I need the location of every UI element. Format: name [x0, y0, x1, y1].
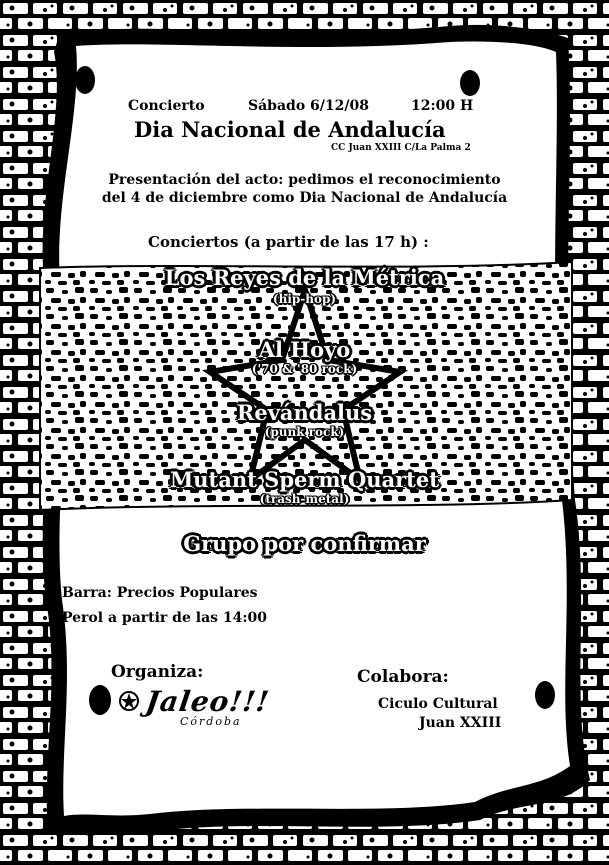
- band-genre: ('70 & '80 rock): [251, 362, 358, 376]
- jaleo-logo-subtitle: Córdoba: [180, 715, 242, 728]
- band-genre: (trash-metal): [259, 492, 350, 506]
- jaleo-logo: Jaleo!!!: [143, 685, 272, 718]
- nail-hole: [75, 66, 95, 94]
- band-name: Los Reyes de la Métrica: [164, 265, 445, 290]
- concert-label: Concierto: [128, 98, 205, 114]
- colabora-line-2: Juan XXIII: [419, 715, 502, 731]
- band-name: Revándalus: [236, 400, 373, 425]
- intro-line-1: Presentación del acto: pedimos el reconocimiento: [108, 172, 501, 188]
- tbc-label: Grupo por confirmar: [183, 531, 426, 556]
- event-date: Sábado 6/12/08: [248, 98, 369, 114]
- organiza-label: Organiza:: [111, 662, 204, 682]
- nail-hole: [89, 685, 111, 715]
- band-name: Al Hoyo: [258, 337, 351, 362]
- perol-info: Perol a partir de las 14:00: [62, 610, 268, 626]
- band-genre: (hip-hop): [272, 292, 337, 306]
- event-venue: CC Juan XXIII C/La Palma 2: [331, 143, 471, 153]
- barra-info: Barra: Precios Populares: [62, 585, 258, 601]
- concerts-heading: Conciertos (a partir de las 17 h) :: [148, 233, 429, 251]
- colabora-line-1: Ciculo Cultural: [378, 696, 498, 712]
- intro-line-2: del 4 de diciembre como Dia Nacional de Andalucía: [101, 190, 508, 206]
- nail-hole: [460, 70, 480, 96]
- colabora-label: Colabora:: [357, 667, 449, 687]
- band-genre: (punk rock): [264, 425, 345, 439]
- nail-hole: [535, 681, 555, 709]
- gear-star-icon: [118, 690, 140, 712]
- event-title: Dia Nacional de Andalucía: [134, 117, 446, 142]
- band-name: Mutant Sperm Quartet: [170, 467, 439, 492]
- event-time: 12:00 H: [411, 98, 474, 114]
